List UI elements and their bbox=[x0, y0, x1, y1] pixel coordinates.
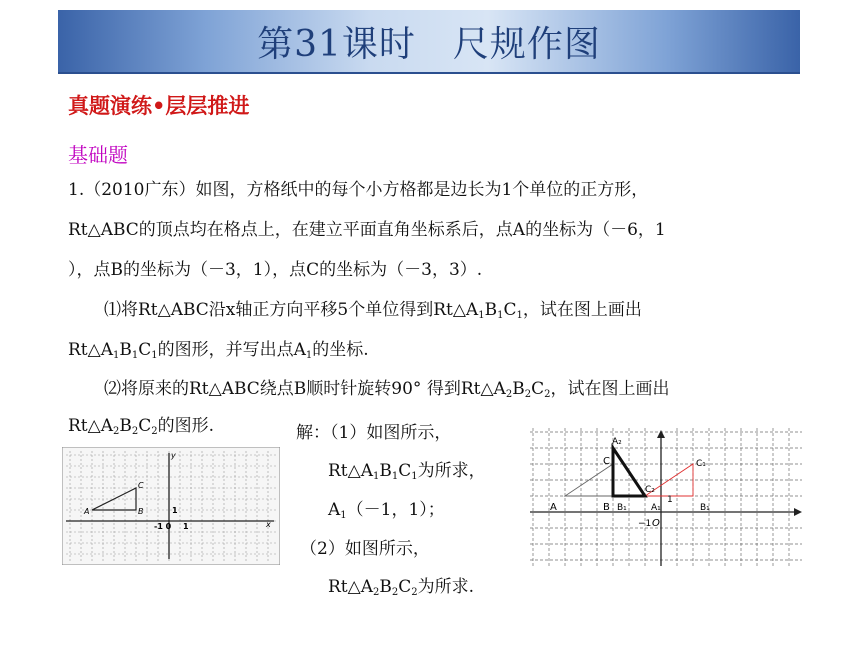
section-subtitle: 基础题 bbox=[68, 143, 128, 167]
solution-line-1: 解：（1）如图所示， bbox=[296, 423, 452, 443]
label-origin-right: O bbox=[652, 518, 660, 529]
answer-y-axis-arrow bbox=[657, 430, 665, 438]
label-neg-one: −1 bbox=[638, 519, 652, 529]
problem-line-3: ），点B的坐标为（－3，1），点C的坐标为（－3，3）. bbox=[68, 260, 483, 280]
solution-line-3: $A_1(-1$，1）； bbox=[328, 500, 445, 521]
label-one-right: 1 bbox=[667, 495, 673, 505]
solution-line-2: $Rt\triangle A_1B_1C_1$为所求， bbox=[328, 461, 486, 482]
label-b1-right: B₁ bbox=[700, 503, 710, 513]
label-c1: C₁ bbox=[696, 459, 706, 469]
label-origin: -1 0 bbox=[154, 522, 172, 531]
label-b1-left: B₁ bbox=[617, 503, 627, 513]
question-2-line-1: ⑵将原来的Rt△ABC绕点B顺时针旋转90° 得到$Rt\triangle A_2B_2C_2$，试在图上画出 bbox=[104, 379, 670, 400]
label-a1-right: A₁ bbox=[651, 503, 661, 513]
solution-line-4: （2）如图所示， bbox=[300, 539, 430, 559]
section-title: 真题演练•层层推进 bbox=[68, 94, 250, 118]
figure-original-grid bbox=[62, 447, 280, 565]
label-a: A bbox=[84, 507, 90, 516]
answer-grid-lines bbox=[530, 428, 802, 568]
label-x-axis: x bbox=[266, 520, 271, 529]
problem-line-1: 1.（2010广东）如图，方格纸中的每个小方格都是边长为1个单位的正方形， bbox=[68, 180, 649, 200]
problem-line-2: Rt△ABC的顶点均在格点上，在建立平面直角坐标系后，点A的坐标为（－6，1 bbox=[68, 220, 666, 240]
label-b-right: B bbox=[603, 502, 610, 513]
question-1-line-2: $Rt\triangle A_1B_1C_1$的图形，并写出点$A_1$的坐标. bbox=[68, 340, 369, 361]
solution-line-5: $Rt\triangle A_2B_2C_2$为所求. bbox=[328, 577, 475, 598]
figure-answer-grid bbox=[530, 428, 802, 568]
label-y-one: 1 bbox=[172, 506, 178, 515]
label-a2: A₂ bbox=[612, 437, 622, 447]
page-title: 第31课时 尺规作图 bbox=[257, 24, 601, 65]
answer-x-axis-arrow bbox=[794, 508, 802, 516]
label-c: C bbox=[138, 481, 144, 490]
label-x-one: 1 bbox=[183, 522, 189, 531]
label-y-axis: y bbox=[171, 451, 176, 460]
label-a-right: A bbox=[550, 502, 557, 513]
title-banner bbox=[58, 10, 800, 74]
question-2-line-2: $Rt\triangle A_2B_2C_2$的图形. bbox=[68, 416, 215, 437]
label-c2: C₂ bbox=[645, 485, 655, 495]
label-c-right: C bbox=[603, 456, 610, 467]
label-b: B bbox=[138, 507, 144, 516]
question-1-line-1: ⑴将Rt△ABC沿x轴正方向平移5个单位得到$Rt\triangle A_1B_1C_1$，试在图上画出 bbox=[104, 300, 642, 321]
